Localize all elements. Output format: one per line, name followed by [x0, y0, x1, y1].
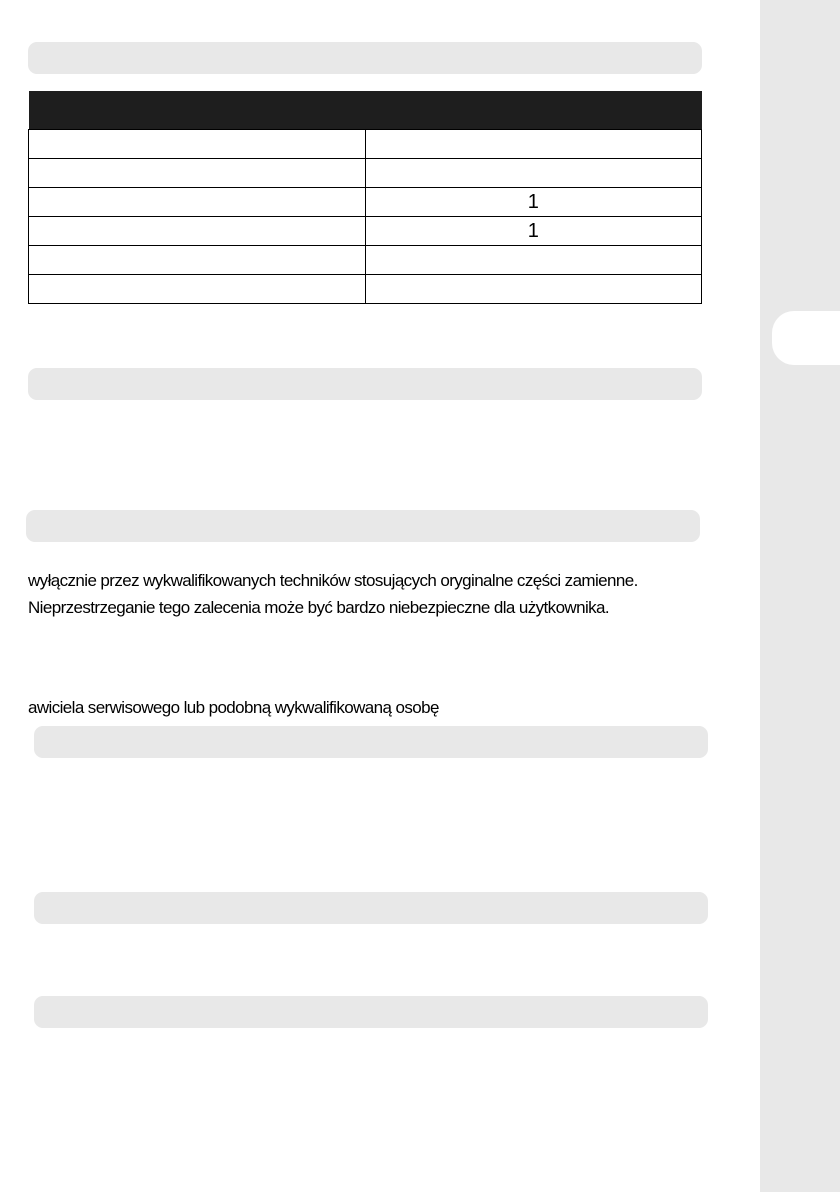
table-cell-value [365, 159, 702, 188]
side-language-tab [772, 311, 840, 365]
table-cell-label [29, 217, 366, 246]
section-bar-service [26, 510, 700, 542]
table-row [29, 188, 702, 217]
section-bar-2 [28, 368, 702, 400]
side-margin-strip [760, 0, 840, 1192]
specifications-table [28, 91, 702, 304]
table-row [29, 275, 702, 304]
table-cell-label [29, 130, 366, 159]
table-cell-label [29, 159, 366, 188]
table-cell-label [29, 188, 366, 217]
table-cell-value: 1 [365, 217, 702, 246]
table-header-row [29, 91, 702, 130]
section-bar-6 [34, 996, 708, 1028]
service-text-line-3: awiciela serwisowego lub podobną wykwalifikowaną osobę [28, 698, 439, 717]
table-row [29, 217, 702, 246]
service-text-line-2: Nieprzestrzeganie tego zalecenia może być bardzo niebezpieczne dla użytkownika. [28, 598, 610, 617]
table-cell-label [29, 246, 366, 275]
service-text-line-1: wyłącznie przez wykwalifikowanych techników stosujących oryginalne części zamienne. [28, 571, 638, 590]
section-bar-5 [34, 892, 708, 924]
table-cell-value: 1 [365, 188, 702, 217]
table-cell-value [365, 275, 702, 304]
table-row [29, 246, 702, 275]
table-cell-value [365, 130, 702, 159]
table-row [29, 130, 702, 159]
table-cell-label [29, 275, 366, 304]
section-bar-specifications [28, 42, 702, 74]
table-cell-value [365, 246, 702, 275]
section-bar-4 [34, 726, 708, 758]
table-row [29, 159, 702, 188]
table-header-cell [29, 91, 702, 130]
